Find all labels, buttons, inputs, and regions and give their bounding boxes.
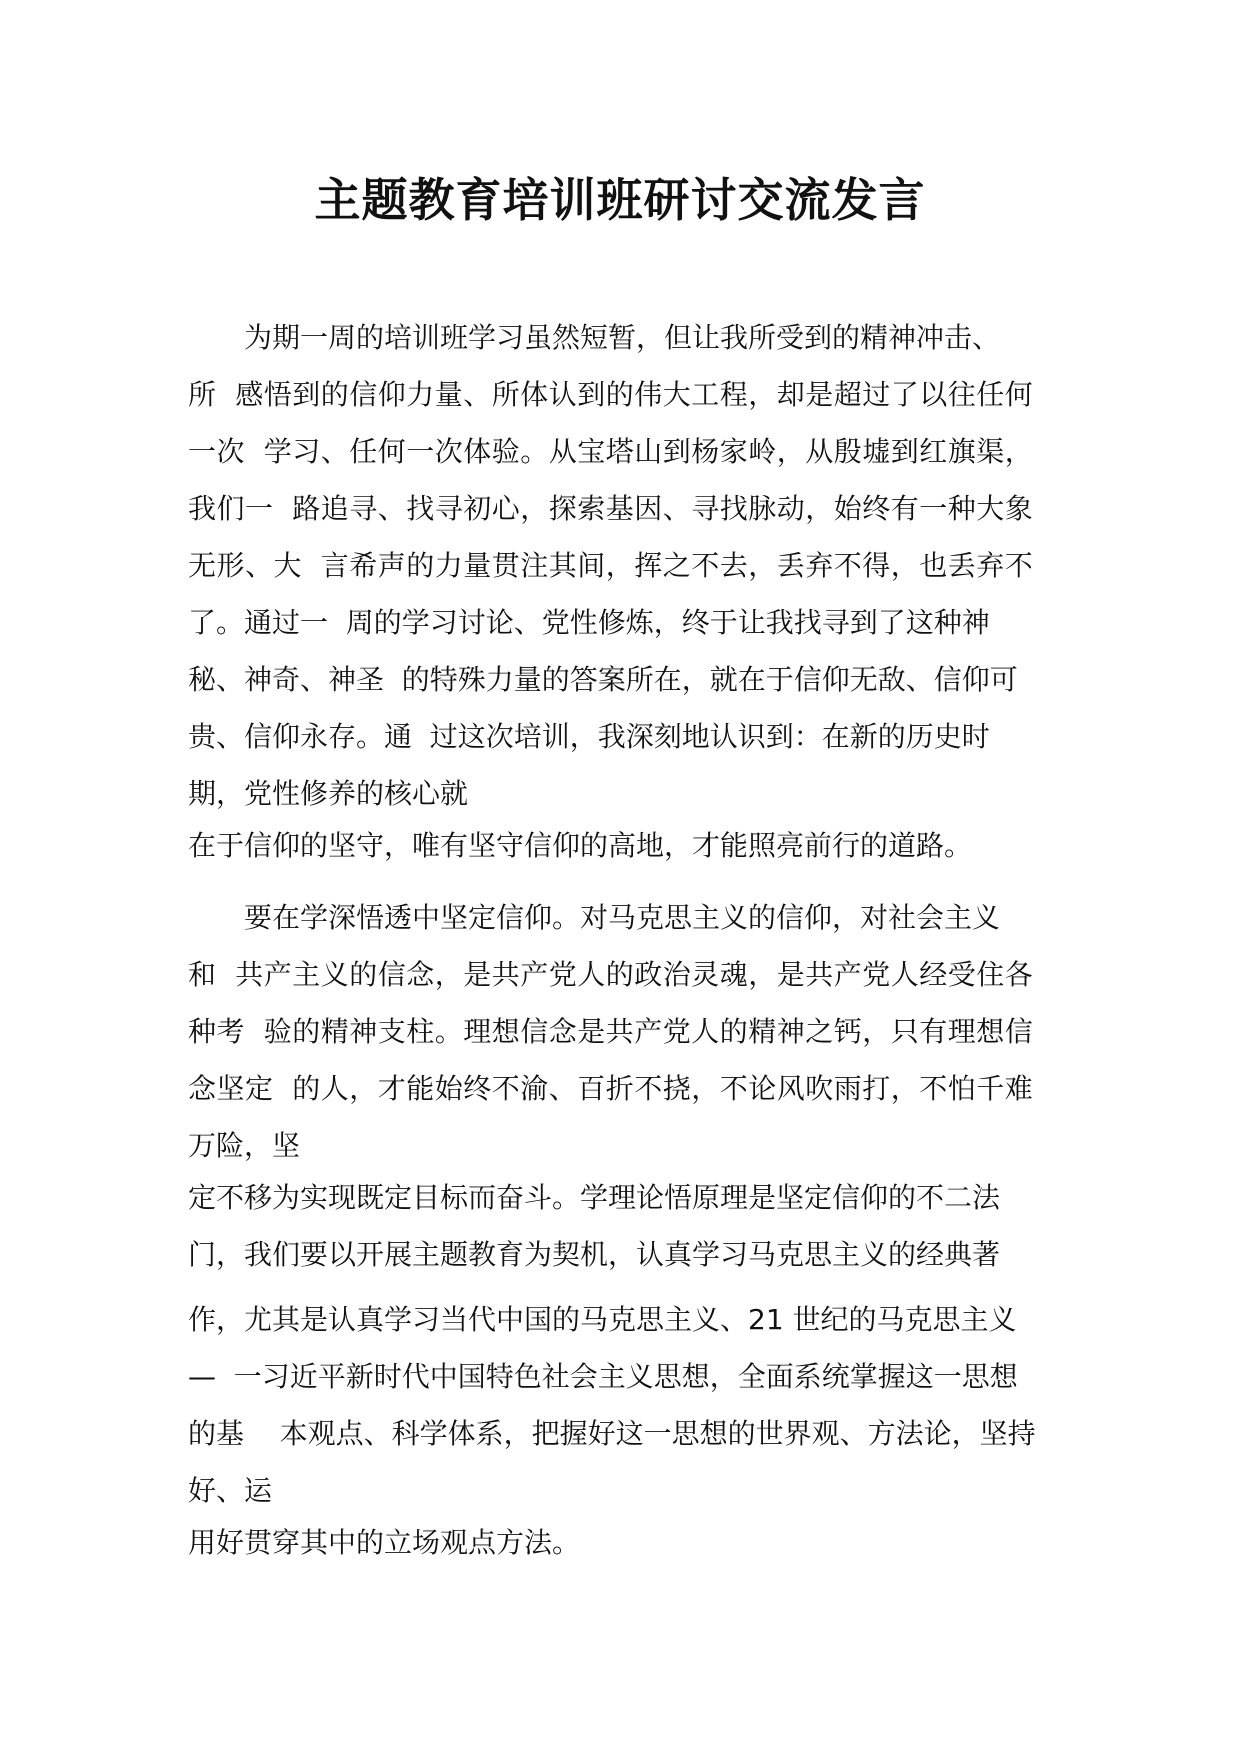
paragraph-1-line-7: 秘、神奇、神圣 的特殊力量的答案所在，就在于信仰无敌、信仰可 — [188, 663, 1018, 696]
paragraph-1-line-8: 贵、信仰永存。通 过这次培训，我深刻地认识到：在新的历史时 — [188, 720, 990, 753]
document-title: 主题教育培训班研讨交流发言 — [314, 173, 926, 227]
paragraph-1-line-5: 无形、大 言希声的力量贯注其间，挥之不去，丢弃不得，也丢弃不 — [188, 549, 1034, 582]
paragraph-2-line-12: 用好贯穿其中的立场观点方法。 — [188, 1526, 581, 1559]
paragraph-2-line-6: 定不移为实现既定目标而奋斗。学理论悟原理是坚定信仰的不二法 — [188, 1181, 1001, 1214]
paragraph-2-line-9: — 一习近平新时代中国特色社会主义思想，全面系统掌握这一思想 — [188, 1360, 1018, 1393]
paragraph-2-line-5: 万险，坚 — [188, 1129, 301, 1162]
paragraph-2-line-3: 种考 验的精神支柱。理想信念是共产党人的精神之钙，只有理想信 — [188, 1015, 1034, 1048]
paragraph-2-line-8: 作，尤其是认真学习当代中国的马克思主义、21 世纪的马克思主义 — [188, 1303, 1017, 1336]
paragraph-1-line-6: 了。通过一 周的学习讨论、党性修炼，终于让我找寻到了这种神 — [188, 606, 990, 639]
paragraph-2-line-7: 门，我们要以开展主题教育为契机，认真学习马克思主义的经典著 — [188, 1238, 1001, 1271]
paragraph-1-line-1: 为期一周的培训班学习虽然短暂，但让我所受到的精神冲击、 — [244, 321, 1001, 354]
paragraph-1-line-10: 在于信仰的坚守，唯有坚守信仰的高地，才能照亮前行的道路。 — [188, 829, 973, 862]
paragraph-1-line-2: 所 感悟到的信仰力量、所体认到的伟大工程，却是超过了以往任何 — [188, 378, 1034, 411]
paragraph-1-line-4: 我们一 路追寻、找寻初心，探索基因、寻找脉动，始终有一种大象 — [188, 492, 1034, 525]
paragraph-2-line-2: 和 共产主义的信念，是共产党人的政治灵魂，是共产党人经受住各 — [188, 958, 1034, 991]
paragraph-2-line-11: 好、运 — [188, 1474, 273, 1507]
paragraph-2-line-1: 要在学深悟透中坚定信仰。对马克思主义的信仰，对社会主义 — [244, 901, 1001, 934]
paragraph-1-line-9: 期，党性修养的核心就 — [188, 777, 469, 810]
paragraph-2-line-4: 念坚定 的人，才能始终不渝、百折不挠，不论风吹雨打，不怕千难 — [188, 1072, 1034, 1105]
paragraph-2-line-10: 的基 本观点、科学体系，把握好这一思想的世界观、方法论，坚持 — [188, 1417, 1036, 1450]
paragraph-1-line-3: 一次 学习、任何一次体验。从宝塔山到杨家岭，从殷墟到红旗渠， — [188, 435, 1034, 468]
